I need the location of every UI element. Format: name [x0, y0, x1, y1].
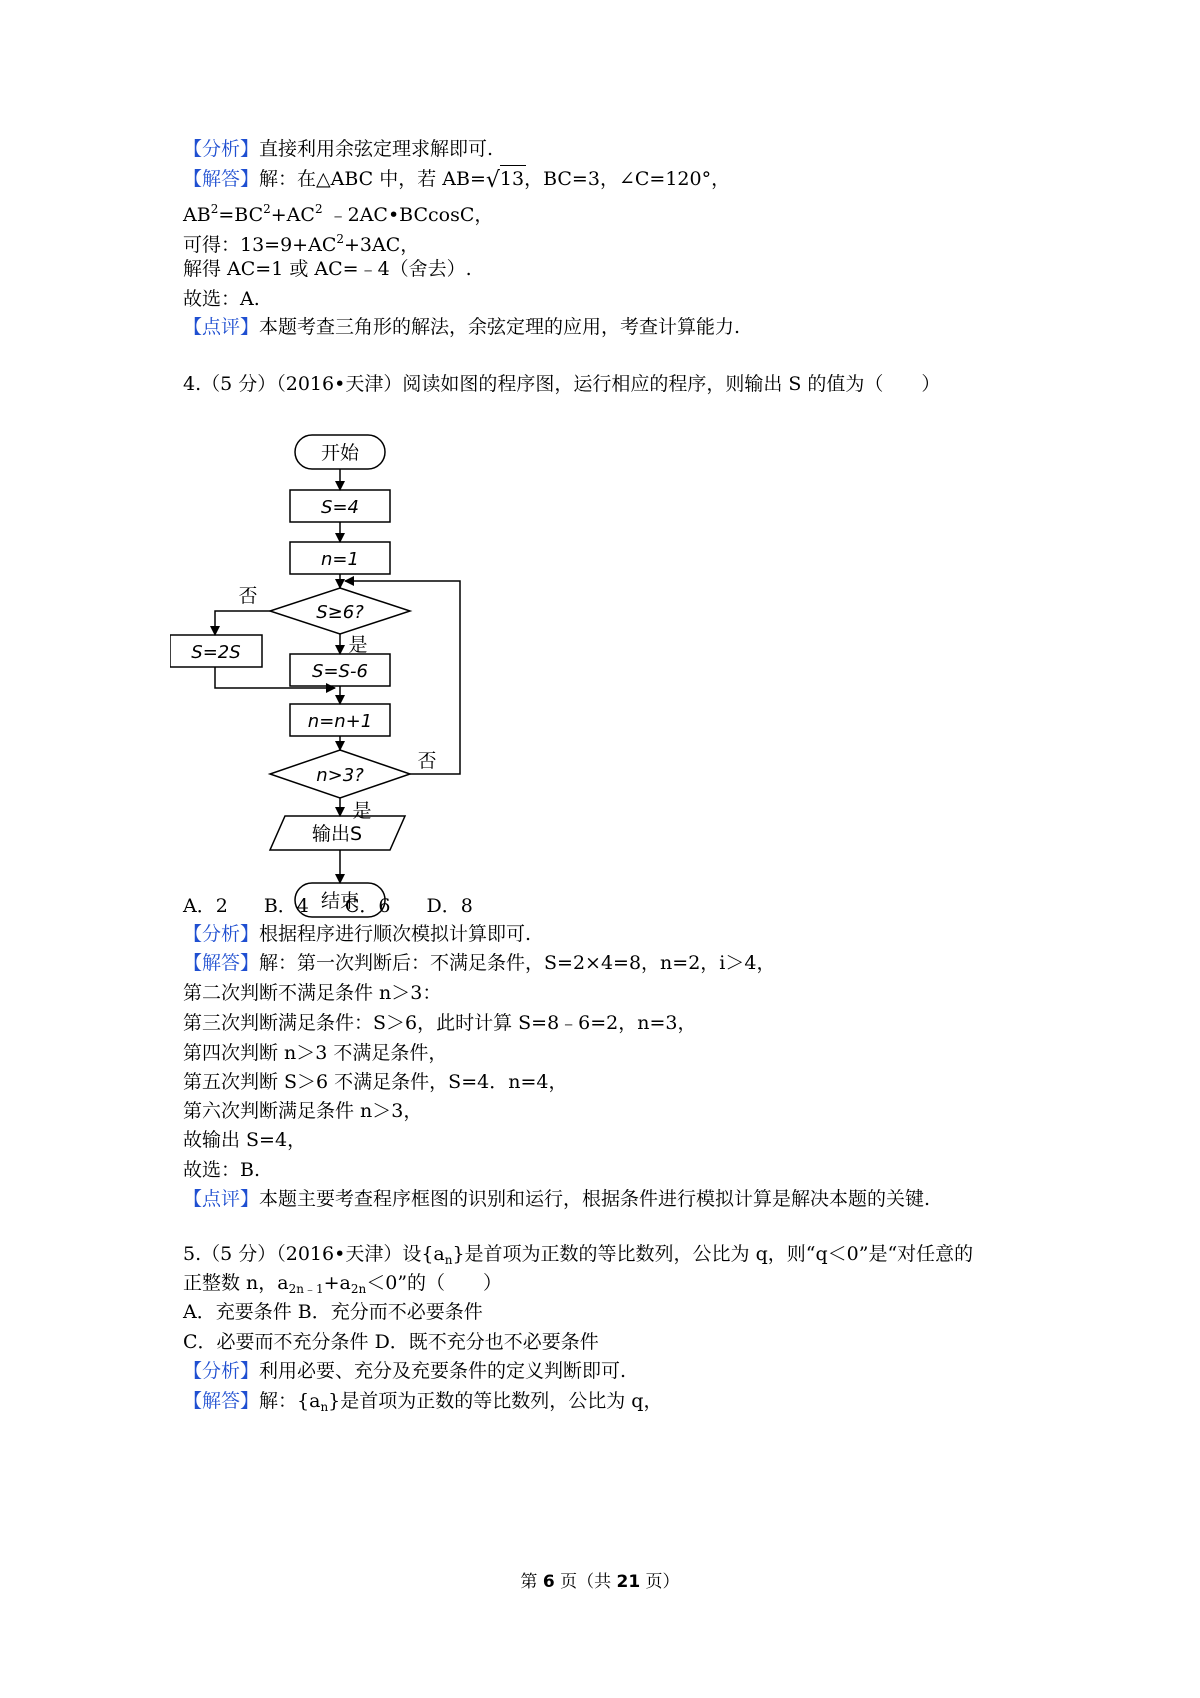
- condition1-label: S≥6?: [316, 602, 364, 623]
- subscript: n: [444, 1253, 453, 1267]
- flow-arrow-no1: [215, 611, 270, 635]
- no2-label: 否: [417, 750, 437, 772]
- q3-solution-post: ，BC=3，∠C=120°，: [524, 168, 731, 190]
- q5-solution-line: [183, 1388, 662, 1420]
- analysis-tag: 【分析】: [183, 923, 260, 945]
- solution-text: }是首项为正数的等比数列，公比为 q，: [328, 1390, 663, 1412]
- total-pages: 21: [616, 1572, 641, 1592]
- solution-text: 解：第一次判断后：不满足条件，S=2×4=8，n=2，i＞4，: [259, 952, 776, 974]
- subscript: 2n﹣1: [288, 1282, 324, 1296]
- solution-tag: 【解答】: [183, 952, 260, 974]
- q5-analysis-text: 利用必要、充分及充要条件的定义判断即可.: [259, 1360, 627, 1382]
- derive-part: 可得：13=9+AC: [183, 234, 337, 256]
- q4-comment-line: [183, 1186, 930, 1212]
- option-a: A．2: [183, 895, 228, 917]
- footer-text: 页（共: [554, 1572, 617, 1592]
- page-number: 6: [542, 1572, 555, 1592]
- derive-part: +3AC，: [344, 234, 420, 256]
- q3-result-line: 解得 AC=1 或 AC=﹣4（舍去）.: [183, 258, 472, 280]
- subscript: n: [320, 1400, 329, 1414]
- q3-comment-line: [183, 314, 740, 340]
- end-label: 结束: [320, 890, 360, 912]
- analysis-tag: 【分析】: [183, 1360, 260, 1382]
- solution-tag: 【解答】: [183, 168, 260, 190]
- footer-text: 第: [520, 1572, 543, 1592]
- sqrt-13: √ 13: [486, 166, 524, 192]
- analysis-tag: 【分析】: [183, 138, 260, 160]
- q4-solution-line-7: 故输出 S=4，: [183, 1129, 307, 1151]
- subscript: 2n: [350, 1282, 367, 1296]
- start-label: 开始: [320, 442, 360, 464]
- comment-tag: 【点评】: [183, 316, 260, 338]
- comment-tag: 【点评】: [183, 1188, 260, 1210]
- superscript: 2: [314, 202, 323, 216]
- yes1-label: 是: [348, 634, 368, 656]
- q5-question-line-2: [183, 1270, 502, 1302]
- superscript: 2: [210, 202, 219, 216]
- s-init-label: S=4: [321, 497, 359, 518]
- q4-options: [183, 893, 473, 919]
- q3-formula-line: [183, 196, 493, 228]
- solution-tag: 【解答】: [183, 1390, 260, 1412]
- q5-options-line-1: A．充要条件 B．充分而不必要条件: [183, 1301, 483, 1323]
- q4-solution-line-3: 第三次判断满足条件：S＞6，此时计算 S=8﹣6=2，n=3，: [183, 1012, 697, 1034]
- q4-analysis-line: [183, 921, 531, 947]
- q4-comment-text: 本题主要考查程序框图的识别和运行，根据条件进行模拟计算是解决本题的关键.: [259, 1188, 931, 1210]
- q4-solution-line-4: 第四次判断 n＞3 不满足条件，: [183, 1042, 448, 1064]
- q4-solution-line-6: 第六次判断满足条件 n＞3，: [183, 1100, 423, 1122]
- q4-analysis-text: 根据程序进行顺次模拟计算即可.: [259, 923, 532, 945]
- output-label: 输出S: [311, 823, 363, 845]
- page-footer: [0, 1567, 1200, 1592]
- q3-derive-line: [183, 226, 419, 258]
- q3-analysis-line: [183, 136, 493, 162]
- question-text: 5.（5 分）（2016•天津）设{a: [183, 1243, 445, 1265]
- q4-solution-line-8: 故选：B.: [183, 1159, 261, 1181]
- q3-solution-pre: 解：在△ABC 中，若 AB=: [259, 168, 486, 190]
- formula-part: +AC: [270, 204, 315, 226]
- option-b: B．4: [263, 895, 309, 917]
- question-text: +a: [323, 1272, 351, 1294]
- solution-text: 解：{a: [259, 1390, 321, 1412]
- q3-choice-line: 故选：A.: [183, 288, 260, 310]
- option-c: C．6: [344, 895, 391, 917]
- condition2-label: n>3?: [316, 765, 364, 786]
- formula-part: AB: [183, 204, 211, 226]
- q3-analysis-text: 直接利用余弦定理求解即可.: [259, 138, 494, 160]
- q5-question-line-1: [183, 1241, 973, 1273]
- q4-question: 4.（5 分）（2016•天津）阅读如图的程序图，运行相应的程序，则输出 S 的值为（ ）: [183, 373, 941, 395]
- yes2-label: 是: [352, 800, 372, 822]
- q5-options-line-2: C．必要而不充分条件 D．既不充分也不必要条件: [183, 1331, 599, 1353]
- q4-solution-line-2: 第二次判断不满足条件 n＞3：: [183, 982, 442, 1004]
- question-text: }是首项为正数的等比数列，公比为 q，则“q＜0”是“对任意的: [452, 1243, 974, 1265]
- q3-comment-text: 本题考查三角形的解法，余弦定理的应用，考查计算能力.: [259, 316, 741, 338]
- flowchart-diagram: [170, 430, 510, 970]
- s-double-label: S=2S: [191, 642, 241, 663]
- footer-text: 页）: [640, 1572, 680, 1592]
- n-inc-label: n=n+1: [307, 711, 373, 732]
- formula-part: =BC: [218, 204, 264, 226]
- superscript: 2: [336, 232, 345, 246]
- q3-solution-line: [183, 166, 730, 192]
- superscript: 2: [263, 202, 271, 216]
- s-minus-label: S=S-6: [312, 661, 368, 682]
- q5-analysis-line: [183, 1358, 626, 1384]
- formula-part: ﹣2AC•BCcosC，: [322, 204, 494, 226]
- sqrt-radicand: 13: [499, 168, 525, 190]
- q4-solution-line-1: [183, 950, 775, 976]
- n-init-label: n=1: [321, 549, 359, 570]
- no1-label: 否: [238, 585, 258, 607]
- option-d: D．8: [426, 895, 473, 917]
- question-text: 正整数 n，a: [183, 1272, 289, 1294]
- q4-solution-line-5: 第五次判断 S＞6 不满足条件，S=4．n=4，: [183, 1071, 568, 1093]
- question-text: ＜0”的（ ）: [366, 1272, 503, 1294]
